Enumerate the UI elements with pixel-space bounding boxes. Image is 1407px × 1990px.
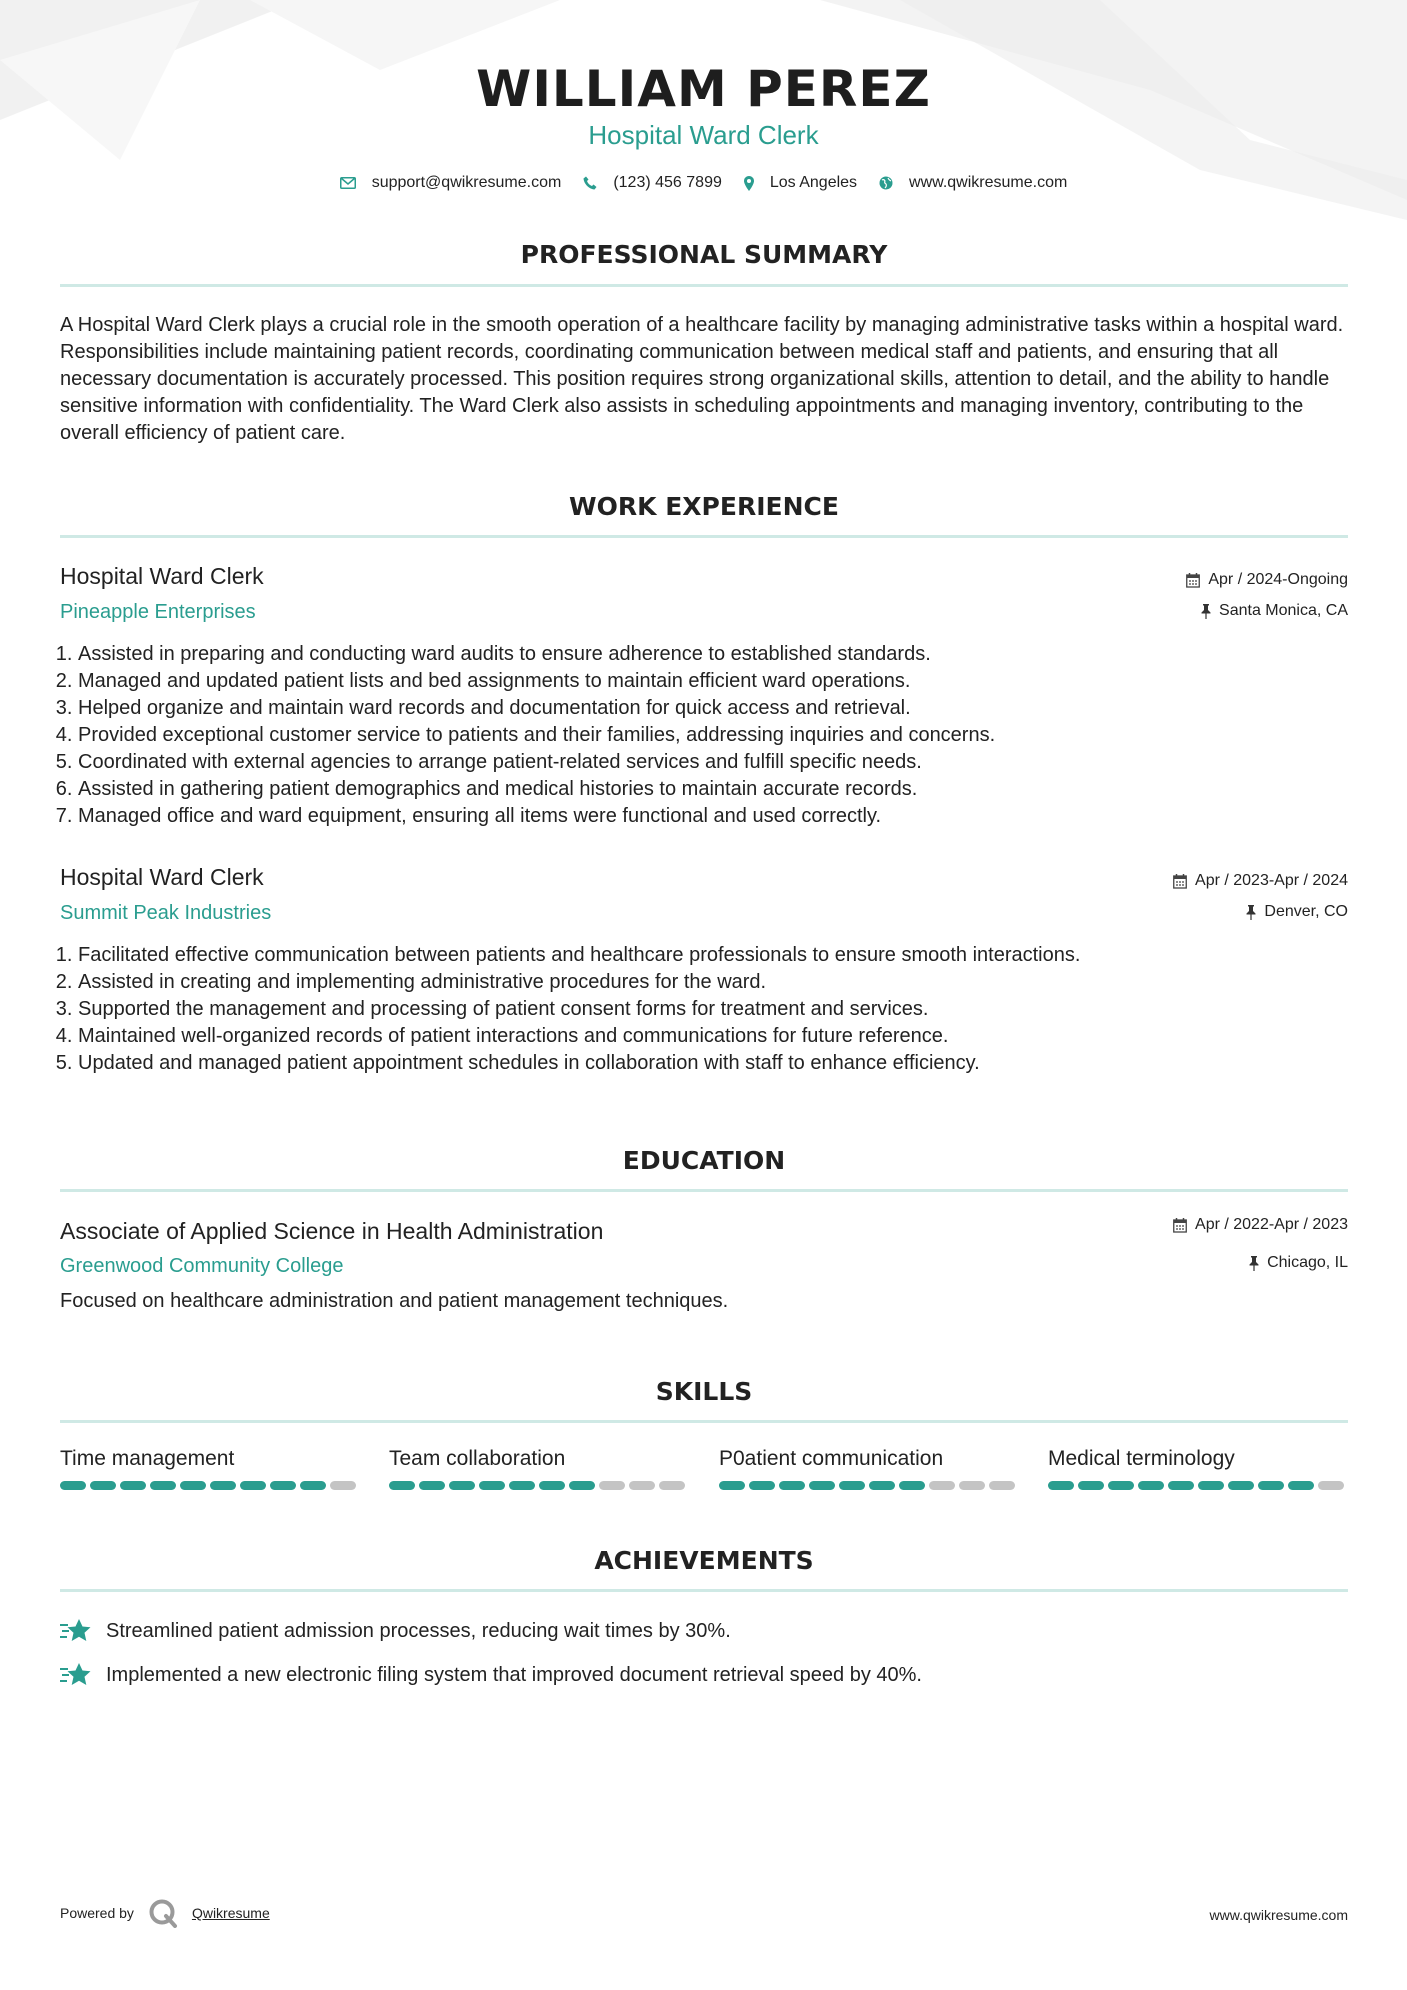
contact-phone[interactable] (583, 174, 722, 192)
achievement-item (60, 1661, 922, 1689)
skill-dot-filled (539, 1481, 565, 1490)
skill-dot-filled (1198, 1481, 1224, 1490)
job-2-location (1246, 903, 1348, 921)
skill-item (1048, 1447, 1348, 1490)
job-1-location-text: Santa Monica, CA (1219, 602, 1348, 619)
candidate-name: WILLIAM PEREZ (476, 60, 931, 118)
skill-dot-empty (330, 1481, 356, 1490)
contact-location-text: Los Angeles (769, 174, 858, 191)
skill-dot-filled (1288, 1481, 1314, 1490)
skill-rating (389, 1481, 689, 1490)
skill-dot-empty (929, 1481, 955, 1490)
skill-item (719, 1447, 1019, 1490)
achievement-item (60, 1617, 731, 1645)
achievement-text: Implemented a new electronic filing system that improved document retrieval speed by 40%. (106, 1663, 922, 1686)
footer-powered-by (60, 1898, 270, 1928)
contact-phone-text: (123) 456 7899 (613, 174, 722, 191)
list-item: 5. Coordinated with external agencies to arrange patient-related services and fulfill specific needs. (78, 749, 1338, 776)
candidate-role: Hospital Ward Clerk (588, 120, 819, 150)
skill-name: Time management (60, 1447, 235, 1470)
list-item: 1. Assisted in preparing and conducting ward audits to ensure adherence to established standards. (78, 641, 1338, 668)
skill-rating (1048, 1481, 1348, 1490)
achievements-section-title: ACHIEVEMENTS (594, 1546, 814, 1575)
skill-dot-filled (749, 1481, 775, 1490)
powered-by-label: Powered by (60, 1905, 134, 1921)
education-location (1249, 1254, 1348, 1272)
job-2-bullets (60, 942, 1338, 1077)
skill-dot-filled (839, 1481, 865, 1490)
skill-dot-filled (240, 1481, 266, 1490)
education-section-title: EDUCATION (622, 1146, 786, 1175)
skill-dot-filled (1048, 1481, 1074, 1490)
skill-name: Team collaboration (389, 1447, 566, 1470)
skills-section-title: SKILLS (655, 1377, 753, 1406)
location-pin-icon (744, 176, 754, 191)
job-2-title: Hospital Ward Clerk (60, 864, 264, 890)
skill-dot-empty (959, 1481, 985, 1490)
job-2-location-text: Denver, CO (1264, 903, 1348, 920)
skill-dot-empty (1318, 1481, 1344, 1490)
skill-dot-filled (389, 1481, 415, 1490)
summary-text: A Hospital Ward Clerk plays a crucial role in the smooth operation of a healthcare facility by managing administrative tasks within a hospital ward. Responsibilities include maintaining patient records, coordinating communication between medical staff and patients, and ensuring that all necessary documentation is accurately processed. This position requires strong organizational skills, attention to detail, and the ability to handle sensitive information with confidentiality. The Ward Clerk also assists in scheduling appointments and managing inventory, contributing to the overall efficiency of patient care. (60, 314, 1344, 444)
contact-bar (0, 174, 1407, 192)
skill-dot-filled (1138, 1481, 1164, 1490)
skill-dot-filled (1168, 1481, 1194, 1490)
skill-dot-filled (779, 1481, 805, 1490)
skill-dot-filled (1228, 1481, 1254, 1490)
skill-rating (719, 1481, 1019, 1490)
skill-dot-filled (869, 1481, 895, 1490)
skill-name: P0atient communication (719, 1447, 944, 1470)
list-item: 3. Helped organize and maintain ward records and documentation for quick access and retrieval. (78, 695, 1338, 722)
achievements-divider (60, 1589, 1348, 1592)
contact-website[interactable] (879, 174, 1067, 192)
list-item: 7. Managed office and ward equipment, ensuring all items were functional and used correctly. (78, 803, 1338, 830)
qwikresume-link[interactable]: Qwikresume (191, 1905, 270, 1921)
education-school: Greenwood Community College (60, 1255, 344, 1277)
skill-dot-filled (719, 1481, 745, 1490)
experience-divider (60, 535, 1348, 538)
job-1-title: Hospital Ward Clerk (60, 563, 264, 589)
skill-dot-filled (1078, 1481, 1104, 1490)
list-item: 2. Managed and updated patient lists and bed assignments to maintain efficient ward operations. (78, 668, 1338, 695)
skill-dot-filled (569, 1481, 595, 1490)
skill-name: Medical terminology (1048, 1447, 1235, 1470)
skill-dot-filled (270, 1481, 296, 1490)
achievement-text: Streamlined patient admission processes, reducing wait times by 30%. (106, 1619, 731, 1642)
skill-dot-filled (449, 1481, 475, 1490)
job-2-company: Summit Peak Industries (60, 902, 272, 924)
skill-dot-empty (989, 1481, 1015, 1490)
contact-email[interactable] (340, 174, 562, 192)
education-dates-text: Apr / 2022-Apr / 2023 (1195, 1216, 1348, 1233)
skill-dot-filled (180, 1481, 206, 1490)
summary-section-title: PROFESSIONAL SUMMARY (520, 240, 888, 269)
calendar-icon (1173, 1218, 1187, 1233)
phone-icon (583, 176, 597, 190)
calendar-icon (1173, 874, 1187, 889)
job-1-location (1201, 602, 1348, 620)
star-badge-icon (60, 1661, 92, 1689)
list-item: 6. Assisted in gathering patient demographics and medical histories to maintain accurate records. (78, 776, 1338, 803)
job-1-bullets (60, 641, 1338, 830)
education-dates (1173, 1216, 1348, 1234)
list-item: 1. Facilitated effective communication between patients and healthcare professionals to ensure smooth interactions. (78, 942, 1338, 969)
star-badge-icon (60, 1617, 92, 1645)
skill-dot-empty (629, 1481, 655, 1490)
pushpin-icon (1201, 604, 1211, 619)
experience-section-title: WORK EXPERIENCE (569, 492, 839, 521)
skill-item (389, 1447, 689, 1490)
skills-divider (60, 1420, 1348, 1423)
calendar-icon (1186, 573, 1200, 588)
skill-dot-filled (300, 1481, 326, 1490)
skill-rating (60, 1481, 360, 1490)
globe-icon (879, 176, 893, 190)
education-degree: Associate of Applied Science in Health Administration (60, 1218, 604, 1244)
list-item: 2. Assisted in creating and implementing administrative procedures for the ward. (78, 969, 1338, 996)
job-2-dates (1173, 872, 1348, 890)
skill-dot-filled (120, 1481, 146, 1490)
skill-dot-filled (419, 1481, 445, 1490)
list-item: 5. Updated and managed patient appointment schedules in collaboration with staff to enhance efficiency. (78, 1050, 1338, 1077)
education-description: Focused on healthcare administration and patient management techniques. (60, 1290, 729, 1312)
skill-dot-filled (479, 1481, 505, 1490)
skill-dot-filled (90, 1481, 116, 1490)
contact-email-text: support@qwikresume.com (371, 174, 562, 191)
education-location-text: Chicago, IL (1267, 1254, 1348, 1271)
skill-dot-filled (1258, 1481, 1284, 1490)
skill-dot-filled (809, 1481, 835, 1490)
skill-dot-filled (60, 1481, 86, 1490)
pushpin-icon (1246, 905, 1256, 920)
skill-item (60, 1447, 360, 1490)
summary-divider (60, 284, 1348, 287)
skill-dot-filled (509, 1481, 535, 1490)
job-2-dates-text: Apr / 2023-Apr / 2024 (1195, 872, 1348, 889)
job-1-company: Pineapple Enterprises (60, 601, 256, 623)
contact-location (744, 174, 857, 192)
qwikresume-logo-icon (148, 1898, 178, 1928)
list-item: 3. Supported the management and processing of patient consent forms for treatment and services. (78, 996, 1338, 1023)
job-1-dates-text: Apr / 2024-Ongoing (1208, 571, 1348, 588)
skill-dot-empty (659, 1481, 685, 1490)
education-divider (60, 1189, 1348, 1192)
job-1-dates (1186, 571, 1348, 589)
skill-dot-filled (899, 1481, 925, 1490)
list-item: 4. Provided exceptional customer service to patients and their families, addressing inquiries and concerns. (78, 722, 1338, 749)
skill-dot-filled (150, 1481, 176, 1490)
envelope-icon (340, 177, 356, 189)
list-item: 4. Maintained well-organized records of patient interactions and communications for future reference. (78, 1023, 1338, 1050)
pushpin-icon (1249, 1256, 1259, 1271)
skill-dot-filled (210, 1481, 236, 1490)
skill-dot-empty (599, 1481, 625, 1490)
skill-dot-filled (1108, 1481, 1134, 1490)
footer-website[interactable]: www.qwikresume.com (1209, 1907, 1348, 1923)
contact-website-text: www.qwikresume.com (909, 174, 1068, 191)
